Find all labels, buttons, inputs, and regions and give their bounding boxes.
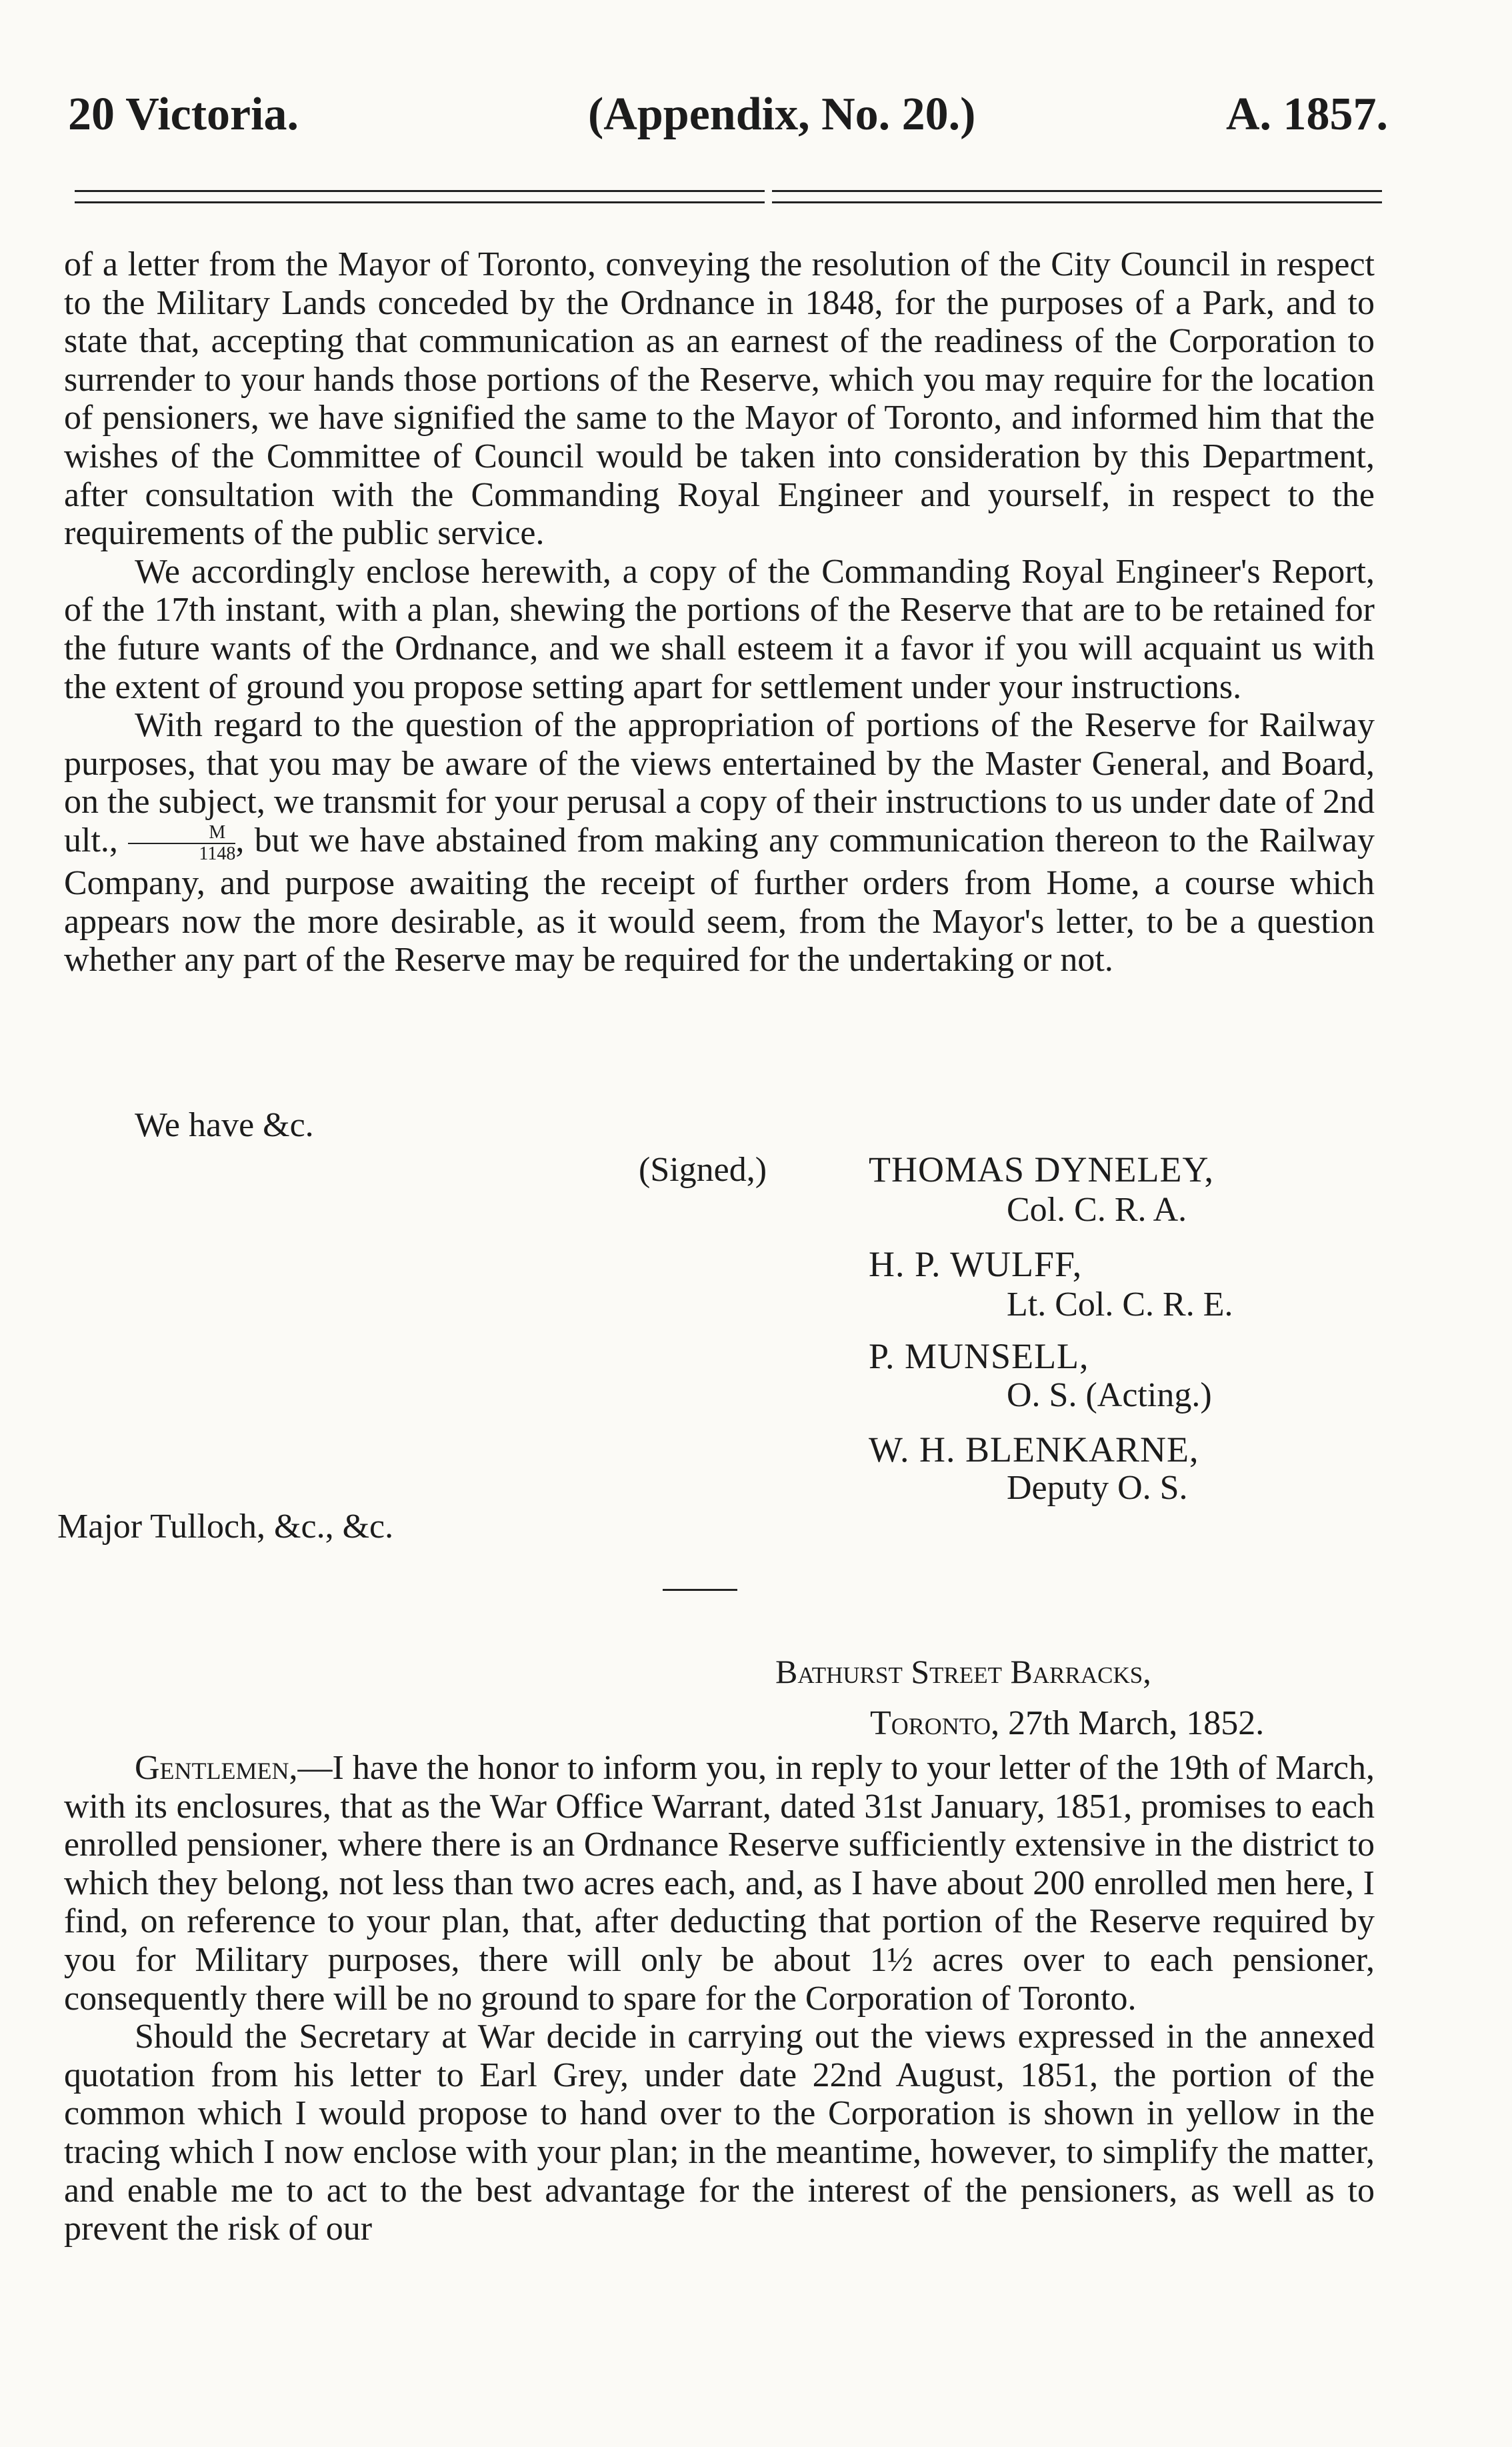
letter1-p3-before: With regard to the question of the appropriation of portions of the Reserve for Railway purposes, that you may be aware of the views entertained by the Master General, and Board, on the subject, we transmit for your perusal a copy of their instructions to us under date of 2nd ult., <box>64 706 1375 859</box>
reference-fraction <box>128 823 235 864</box>
letter1-closing: We have &c. <box>135 1106 314 1144</box>
letter2-salutation: Gentlemen, <box>135 1749 298 1787</box>
header-rule-left <box>75 190 765 203</box>
page-header <box>61 88 1388 155</box>
header-rule-right <box>772 190 1382 203</box>
letter2-city: Toronto, <box>870 1704 1000 1742</box>
header-appendix: (Appendix, No. 20.) <box>588 89 976 140</box>
letter1-p3-after: , but we have abstained from making any communication thereon to the Railway Company, and purpose awaiting the receipt of further orders from Home, a course which appears now the more desirable, as it would seem, from the Mayor's letter, to be a question whether any part of the Reserve may be required for the undertaking or not. <box>64 821 1375 979</box>
letter1-paragraph-2: We accordingly enclose herewith, a copy of the Commanding Royal Engineer's Report, of the 17th instant, with a plan, shewing the portions of the Reserve that are to be retained for the future wants of the Ordnance, and we shall esteem it a favor if you will acquaint us with the extent of ground you propose setting apart for settlement under your instructions. <box>64 552 1375 706</box>
signatory-name: W. H. BLENKARNE, <box>869 1430 1199 1470</box>
signatory-title: O. S. (Acting.) <box>1007 1376 1212 1414</box>
signatory-name: THOMAS DYNELEY, <box>869 1149 1215 1189</box>
signatory-title: Deputy O. S. <box>1007 1469 1188 1507</box>
fraction-numerator: M <box>128 823 235 844</box>
addressee: Major Tulloch, &c., &c. <box>57 1508 394 1546</box>
letter1-paragraph-3 <box>64 706 1375 979</box>
signatory-name: H. P. WULFF, <box>869 1244 1083 1284</box>
letter1-paragraph-1: of a letter from the Mayor of Toronto, conveying the resolution of the City Council in respect to the Military Lands conceded by the Ordnance in 1848, for the purposes of a Park, and to state that, accepting that communication as an earnest of the readiness of the Corporation to surrender to your hands those portions of the Reserve, which you may require for the location of pensioners, we have signified the same to the Mayor of Toronto, and informed him that the wishes of the Committee of Council would be taken into consideration by this Department, after consultation with the Commanding Royal Engineer and yourself, in respect to the requirements of the public service. <box>64 245 1375 553</box>
signatory-title: Col. C. R. A. <box>1007 1191 1187 1229</box>
letter2-body <box>64 1749 1375 2248</box>
fraction-denominator: 1148 <box>199 843 236 864</box>
letter1-body <box>64 245 1375 979</box>
letter2-p1-text: —I have the honor to inform you, in reply to your letter of the 19th of March, with its enclosures, that as the War Office Warrant, dated 31st January, 1851, promises to each enrolled pensioner, where there is an Ordnance Reserve sufficiently extensive in the district to which they belong, not less than two acres each, and, as I have about 200 enrolled men here, I find, on reference to your plan, that, after deducting that portion of the Reserve required by you for Military purposes, there will only be about 1½ acres over to each pensioner, consequently there will be no ground to spare for the Corporation of Toronto. <box>64 1749 1375 2018</box>
section-divider <box>663 1589 737 1591</box>
letter2-date: 27th March, 1852. <box>1008 1704 1265 1742</box>
letter2-place: Bathurst Street Barracks, <box>775 1653 1151 1690</box>
letter2-paragraph-2: Should the Secretary at War decide in carrying out the views expressed in the annexed quotation from his letter to Earl Grey, under date 22nd August, 1851, the portion of the common which I would propose to hand over to the Corporation is shown in yellow in the tracing which I now enclose with your plan; in the meantime, however, to simplify the matter, and enable me to act to the best advantage for the interest of the pensioners, as well as to prevent the risk of our <box>64 2018 1375 2248</box>
letter2-dateline <box>870 1704 1264 1743</box>
signed-label: (Signed,) <box>639 1151 767 1189</box>
letter2-paragraph-1 <box>64 1749 1375 2018</box>
signatory-title: Lt. Col. C. R. E. <box>1007 1286 1233 1324</box>
header-year: A. 1857. <box>1225 89 1388 140</box>
header-session: 20 Victoria. <box>68 89 299 140</box>
signatory-name: P. MUNSELL, <box>869 1336 1089 1376</box>
